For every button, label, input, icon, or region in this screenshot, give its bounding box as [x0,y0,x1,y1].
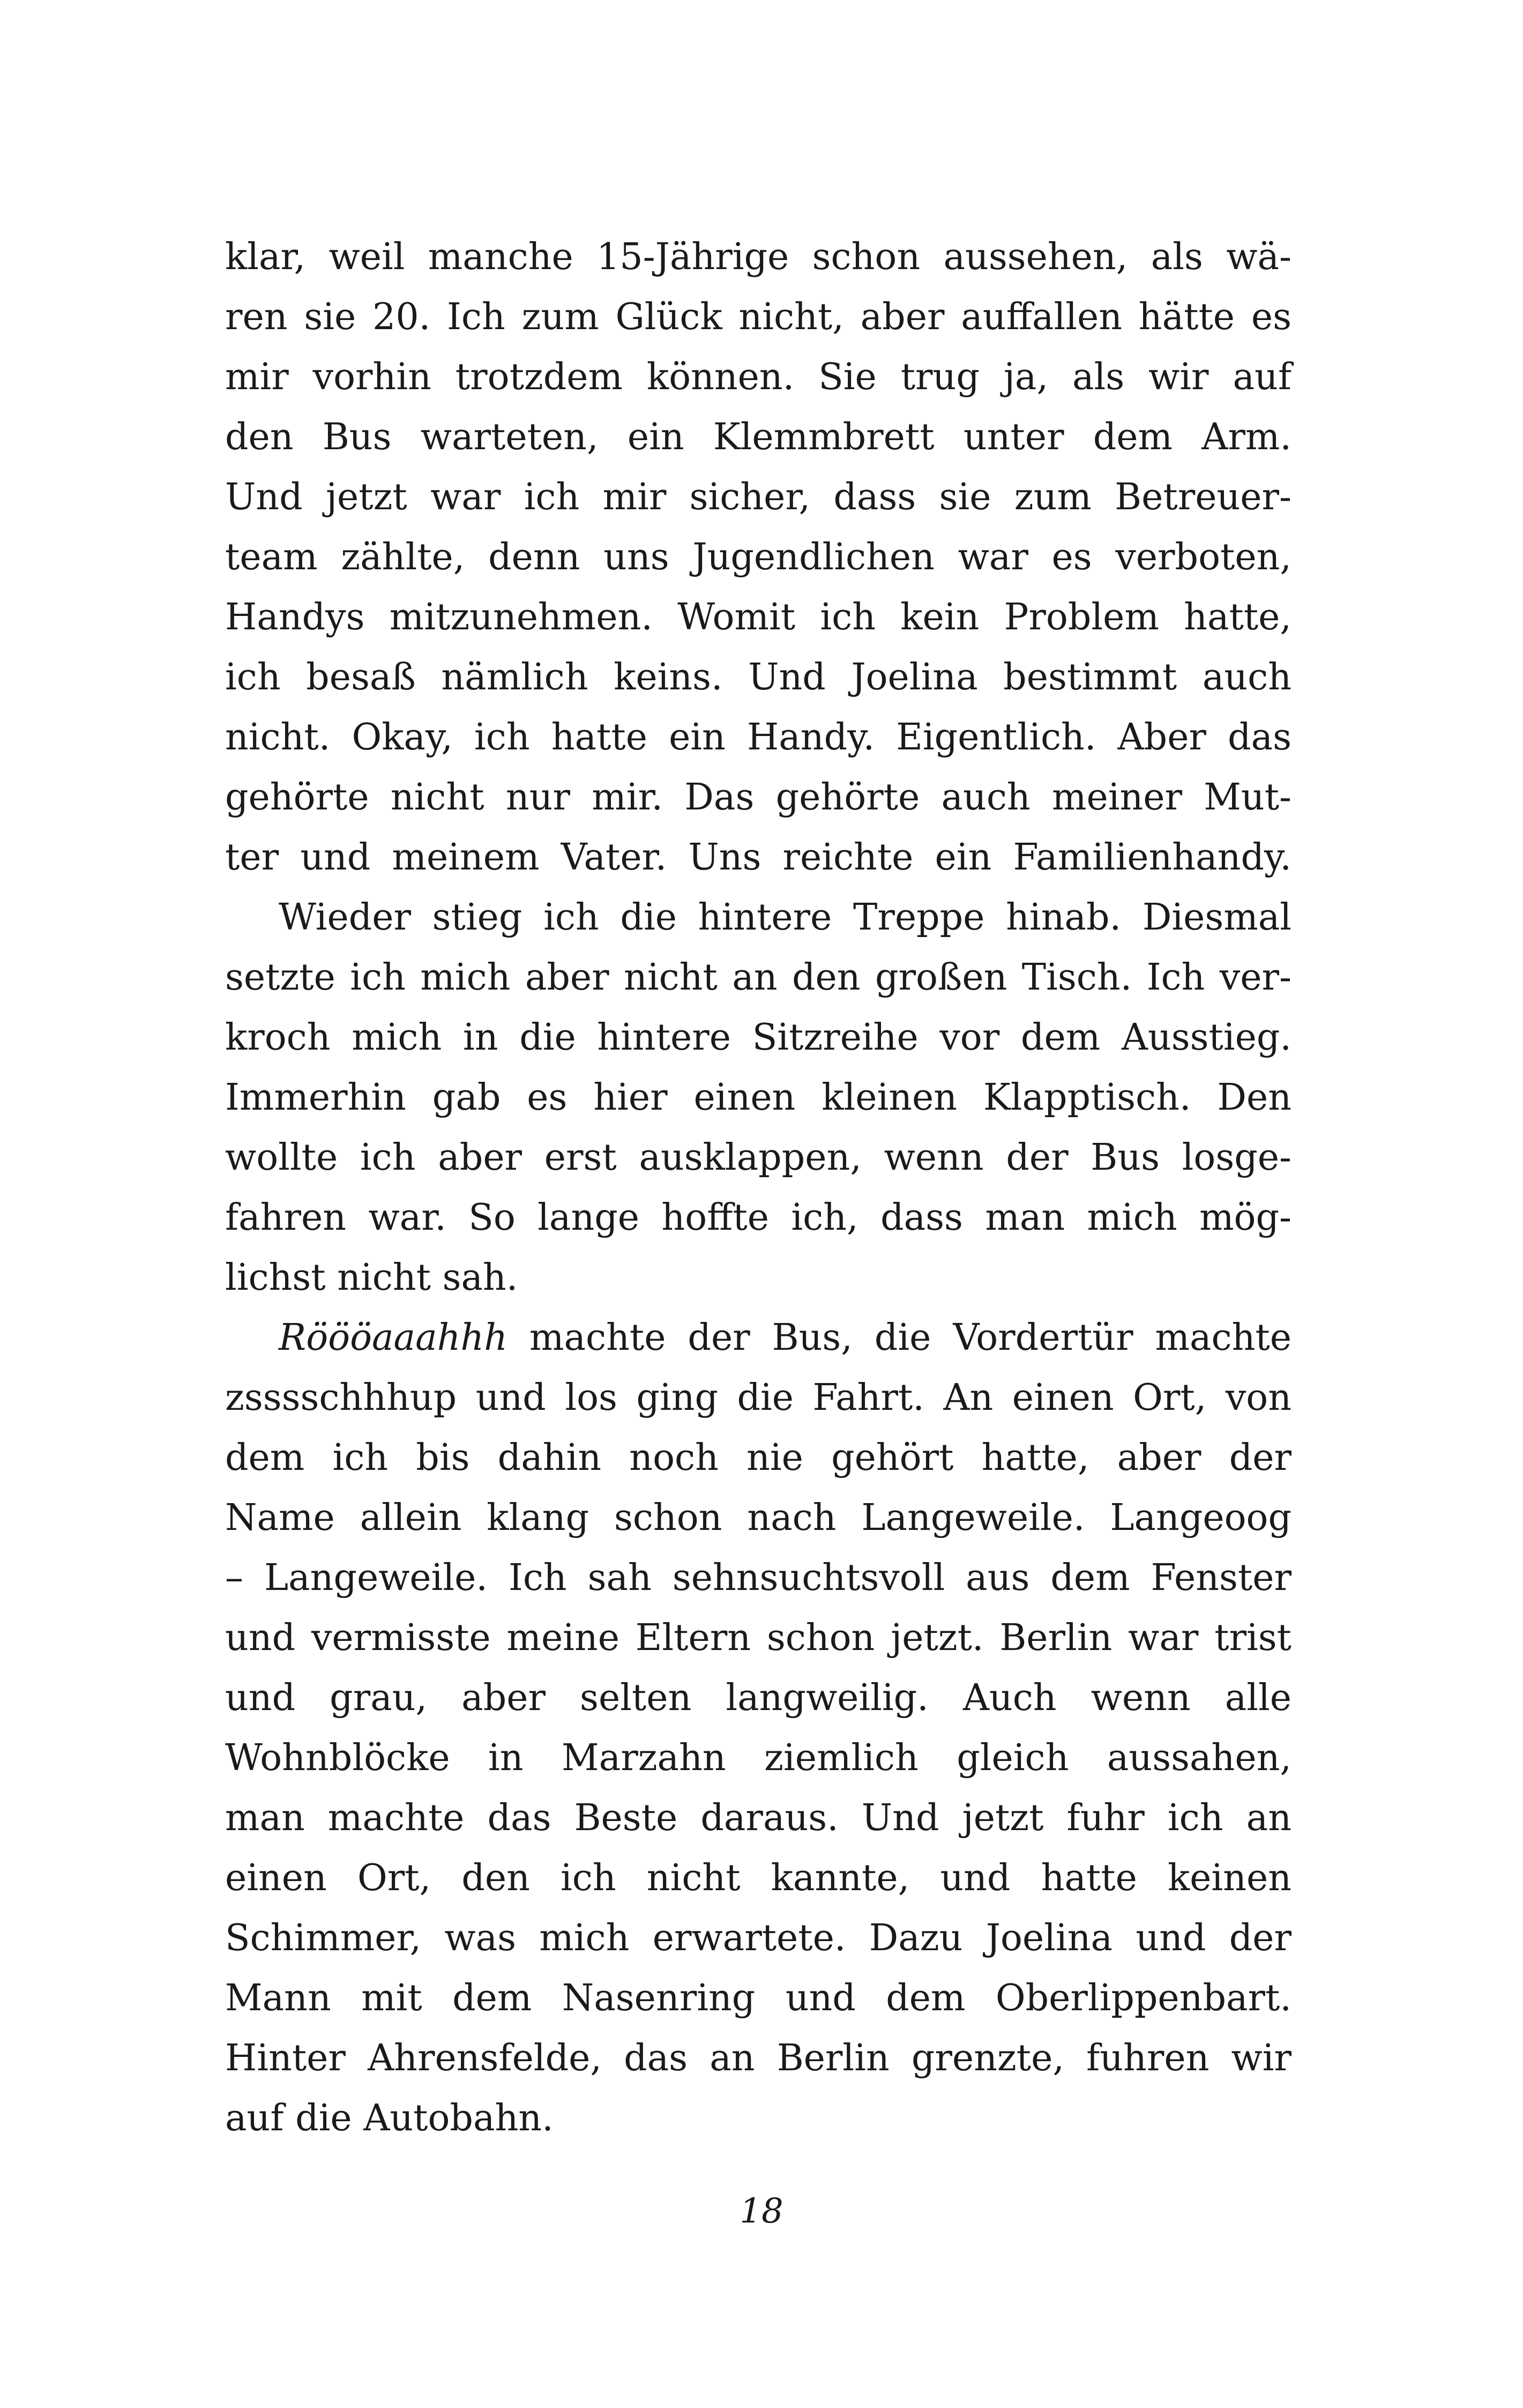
text-line: und vermisste meine Eltern schon jetzt. Berlin war trist [225,1617,1291,1659]
text-line: fahren war. So lange hoffte ich, dass man mich mög- [225,1196,1291,1239]
text-line: ter und meinem Vater. Uns reichte ein Familienhandy. [225,836,1291,879]
text-line: Hinter Ahrensfelde, das an Berlin grenzte, fuhren wir [225,2037,1291,2079]
text-line: wollte ich aber erst ausklappen, wenn der Bus losge- [225,1136,1291,1179]
page-number: 18 [740,2191,783,2231]
text-line: ren sie 20. Ich zum Glück nicht, aber auffallen hätte es [225,296,1291,338]
text-line: Name allein klang schon nach Langeweile. Langeoog [225,1497,1291,1539]
text-line: Wieder stieg ich die hintere Treppe hinab. Diesmal [279,896,1291,939]
text-line: Wohnblöcke in Marzahn ziemlich gleich aussahen, [225,1737,1291,1779]
text-line: dem ich bis dahin noch nie gehört hatte, aber der [225,1437,1291,1479]
text-line: und grau, aber selten langweilig. Auch wenn alle [225,1677,1291,1719]
text-line [225,1308,1291,1368]
text-line: Schimmer, was mich erwartete. Dazu Joelina und der [225,1917,1291,1959]
text-line: – Langeweile. Ich sah sehnsuchtsvoll aus dem Fenster [225,1557,1291,1599]
text-line: zsssschhhup und los ging die Fahrt. An einen Ort, von [225,1377,1291,1419]
text-line: mir vorhin trotzdem können. Sie trug ja, als wir auf [225,356,1291,398]
italic-onomatopoeia: Röööaaahhh [279,1317,508,1359]
text-line: nicht. Okay, ich hatte ein Handy. Eigentlich. Aber das [225,716,1291,759]
text-line: kroch mich in die hintere Sitzreihe vor dem Ausstieg. [225,1016,1291,1059]
text-line: lichst nicht sah. [225,1257,518,1299]
text-line: den Bus warteten, ein Klemmbrett unter dem Arm. [225,416,1291,458]
text-line: gehörte nicht nur mir. Das gehörte auch meiner Mut- [225,776,1291,819]
text-line: team zählte, denn uns Jugendlichen war es verboten, [225,536,1291,578]
text-line: einen Ort, den ich nicht kannte, und hatte keinen [225,1857,1291,1899]
text-line: man machte das Beste daraus. Und jetzt fuhr ich an [225,1797,1291,1839]
text-line-rest: machte der Bus, die Vordertür machte [507,1317,1291,1359]
text-line: Handys mitzunehmen. Womit ich kein Problem hatte, [225,596,1291,638]
text-line: ich besaß nämlich keins. Und Joelina bestimmt auch [225,656,1291,698]
text-line: Immerhin gab es hier einen kleinen Klapptisch. Den [225,1076,1291,1119]
body-text [225,227,1291,2149]
text-line: setzte ich mich aber nicht an den großen Tisch. Ich ver- [225,956,1291,999]
text-line: Und jetzt war ich mir sicher, dass sie zum Betreuer- [225,476,1291,518]
text-line: Mann mit dem Nasenring und dem Oberlippenbart. [225,1977,1291,2019]
text-line: auf die Autobahn. [225,2097,554,2139]
text-line: klar, weil manche 15-Jährige schon aussehen, als wä- [225,236,1291,278]
